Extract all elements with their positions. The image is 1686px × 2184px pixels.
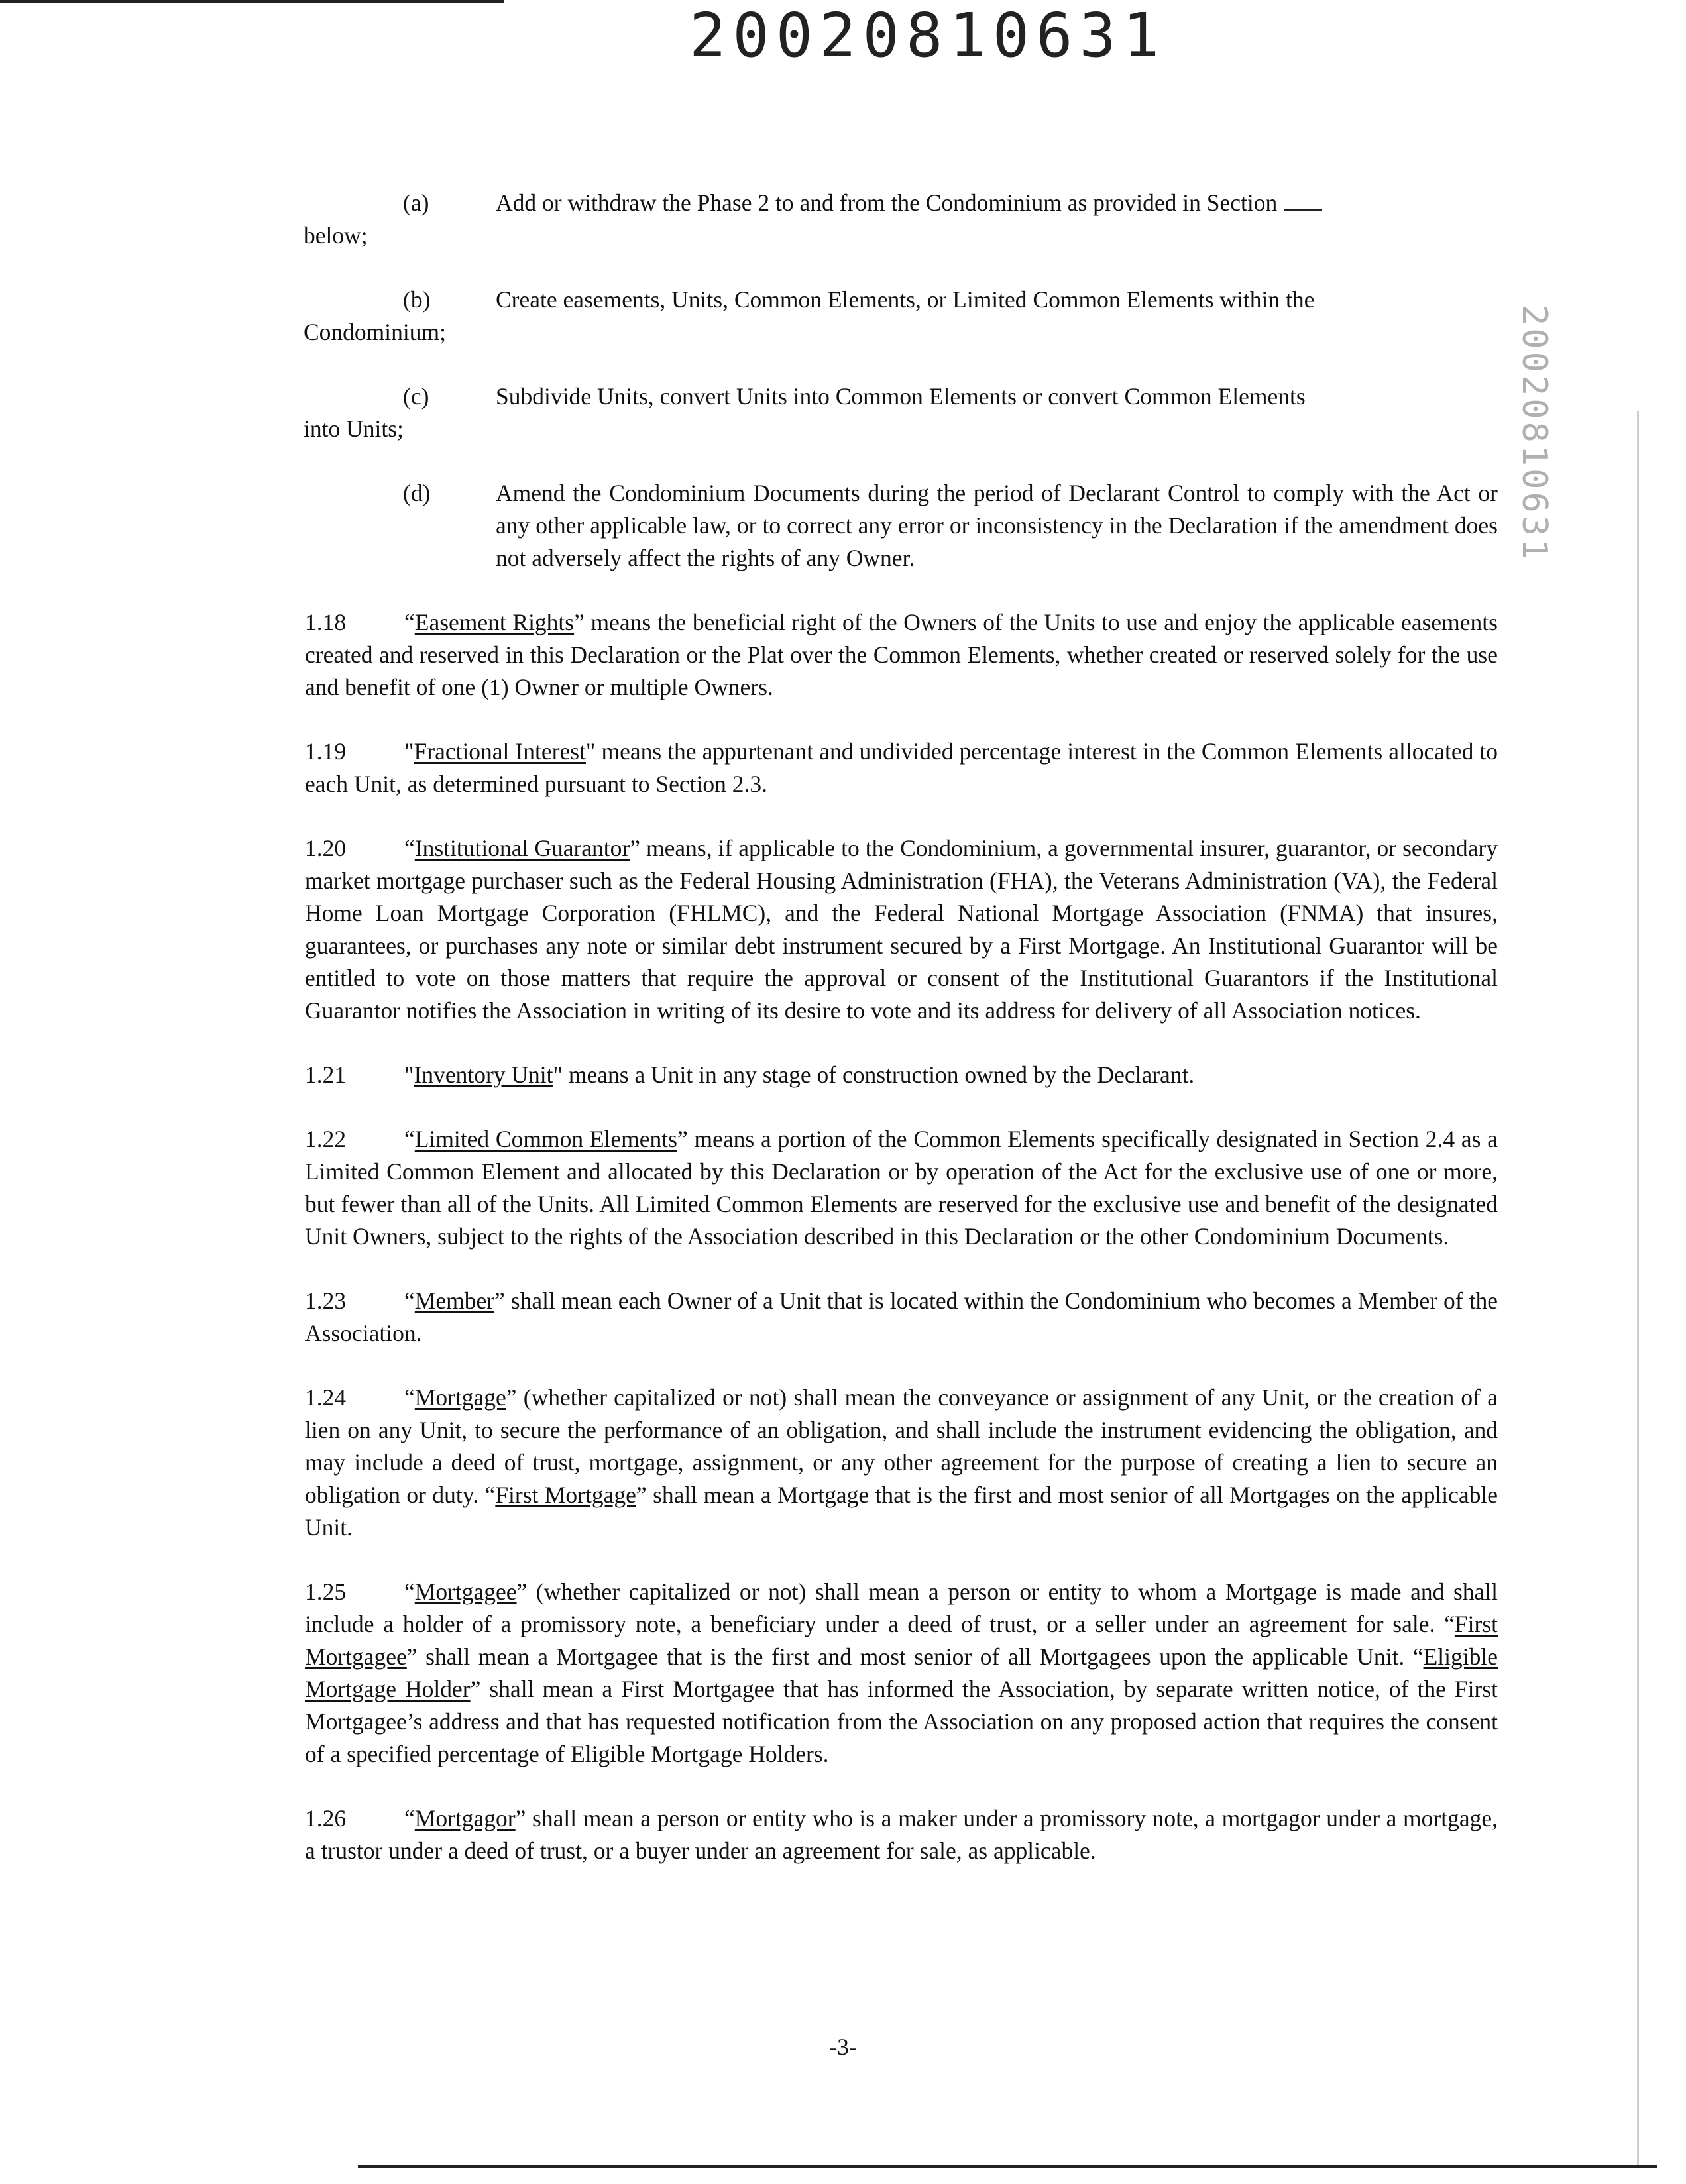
page-number: -3- xyxy=(829,2034,857,2060)
defined-term: Member xyxy=(414,1287,495,1314)
subsection-label: (c) xyxy=(403,383,429,410)
side-recording-stamp: 20020810631 xyxy=(1514,305,1554,563)
section-1-21: 1.21 "Inventory Unit" means a Unit in any stage of construction owned by the Declarant. xyxy=(205,1059,1498,1091)
section-1-22: 1.22 “Limited Common Elements” means a portion of the Common Elements specifically designated in Section 2.4 as a Limited Common Element and allocated by this Declaration or by operation of the Act for the exclusive use of one or more, but fewer than all of the Units. All Limited Common Elements are reserved for the exclusive use and benefit of the designated Unit Owners, subject to the rights of the Association described in this Declaration or the other Condominium Documents. xyxy=(205,1123,1498,1253)
section-number: 1.19 xyxy=(305,738,347,765)
defined-term: Institutional Guarantor xyxy=(414,835,630,861)
subsection-continuation: Condominium; xyxy=(304,319,446,345)
subsection-continuation: below; xyxy=(304,222,368,248)
defined-term: Limited Common Elements xyxy=(414,1126,677,1152)
section-1-19: 1.19 "Fractional Interest" means the appurtenant and undivided percentage interest in the Common Elements allocated to each Unit, as determined pursuant to Section 2.3. xyxy=(205,736,1498,800)
section-1-18: 1.18 “Easement Rights” means the beneficial right of the Owners of the Units to use and enjoy the applicable easements created and reserved in this Declaration or the Plat over the Common Elements, whether created or reserved solely for the use and benefit of one (1) Owner or multiple Owners. xyxy=(205,606,1498,704)
section-number: 1.24 xyxy=(305,1384,347,1411)
document-body xyxy=(205,187,1498,1899)
section-number: 1.22 xyxy=(305,1126,347,1152)
section-number: 1.18 xyxy=(305,609,347,635)
defined-term: Inventory Unit xyxy=(414,1062,553,1088)
section-1-24: 1.24 “Mortgage” (whether capitalized or not) shall mean the conveyance or assignment of any Unit, or the creation of a lien on any Unit, to secure the performance of an obligation, and shall include the instrument evidencing the obligation, and may include a deed of trust, mortgage, assignment, or any other agreement for the purpose of creating a lien to secure an obligation or duty. “First Mortgage” shall mean a Mortgage that is the first and most senior of all Mortgages on the applicable Unit. xyxy=(205,1382,1498,1544)
defined-term: Mortgagee xyxy=(414,1578,517,1605)
subsection-label: (b) xyxy=(403,286,431,313)
subsection-c xyxy=(304,380,1498,445)
subsection-text: Create easements, Units, Common Elements, or Limited Common Elements within the xyxy=(496,286,1315,313)
subsection-text: Subdivide Units, convert Units into Common Elements or convert Common Elements xyxy=(496,383,1306,410)
section-number: 1.21 xyxy=(305,1062,347,1088)
defined-term: Fractional Interest xyxy=(414,738,586,765)
defined-term: Eligible Mortgage Holder xyxy=(305,1643,1498,1702)
subsection-text: Add or withdraw the Phase 2 to and from the Condominium as provided in Section xyxy=(496,187,1322,219)
section-1-20: 1.20 “Institutional Guarantor” means, if applicable to the Condominium, a governmental insurer, guarantor, or secondary market mortgage purchaser such as the Federal Housing Administration (FHA), the Veterans Administration (VA), the Federal Home Loan Mortgage Corporation (FHLMC), and the Federal National Mortgage Association (FNMA) that insures, guarantees, or purchases any note or similar debt instrument secured by a First Mortgage. An Institutional Guarantor will be entitled to vote on those matters that require the approval or consent of the Institutional Guarantors if the Institutional Guarantor notifies the Association in writing of its desire to vote and its address for delivery of all Association notices. xyxy=(205,832,1498,1027)
subsection-continuation: into Units; xyxy=(304,415,404,442)
subsection-b xyxy=(304,284,1498,349)
right-scan-edge xyxy=(1637,411,1639,2167)
subsection-d xyxy=(304,477,1498,574)
top-scan-line xyxy=(0,0,504,3)
section-number-blank xyxy=(1284,190,1322,211)
section-number: 1.20 xyxy=(305,835,347,861)
defined-term: Mortgagor xyxy=(414,1805,516,1831)
section-number: 1.23 xyxy=(305,1287,347,1314)
subsection-label: (d) xyxy=(403,480,431,506)
subsection-label: (a) xyxy=(403,190,429,216)
defined-term: Mortgage xyxy=(414,1384,506,1411)
subsection-a xyxy=(304,187,1498,252)
defined-term: First Mortgage xyxy=(495,1482,636,1508)
section-1-23: 1.23 “Member” shall mean each Owner of a Unit that is located within the Condominium who becomes a Member of the Association. xyxy=(205,1285,1498,1350)
section-number: 1.26 xyxy=(305,1805,347,1831)
defined-term: Easement Rights xyxy=(414,609,575,635)
section-1-26: 1.26 “Mortgagor” shall mean a person or entity who is a maker under a promissory note, a mortgagor under a mortgage, a trustor under a deed of trust, or a buyer under an agreement for sale, as applicable. xyxy=(205,1802,1498,1867)
defined-term: First Mortgagee xyxy=(305,1611,1498,1670)
section-1-25: 1.25 “Mortgagee” (whether capitalized or not) shall mean a person or entity to whom a Mortgage is made and shall include a holder of a promissory note, a beneficiary under a deed of trust, or a seller under an agreement for sale. “First Mortgagee” shall mean a Mortgagee that is the first and most senior of all Mortgagees upon the applicable Unit. “Eligible Mortgage Holder” shall mean a First Mortgagee that has informed the Association, by separate written notice, of the First Mortgagee’s address and that has requested notification from the Association on any proposed action that requires the consent of a specified percentage of Eligible Mortgage Holders. xyxy=(205,1576,1498,1771)
section-number: 1.25 xyxy=(305,1578,347,1605)
document-number-stamp: 20020810631 xyxy=(689,0,1166,71)
bottom-scan-line xyxy=(358,2165,1657,2168)
subsection-text: Amend the Condominium Documents during the period of Declarant Control to comply with the Act or any other applicable law, or to correct any error or inconsistency in the Declaration if the amendment does not adversely affect the rights of any Owner. xyxy=(496,480,1498,571)
